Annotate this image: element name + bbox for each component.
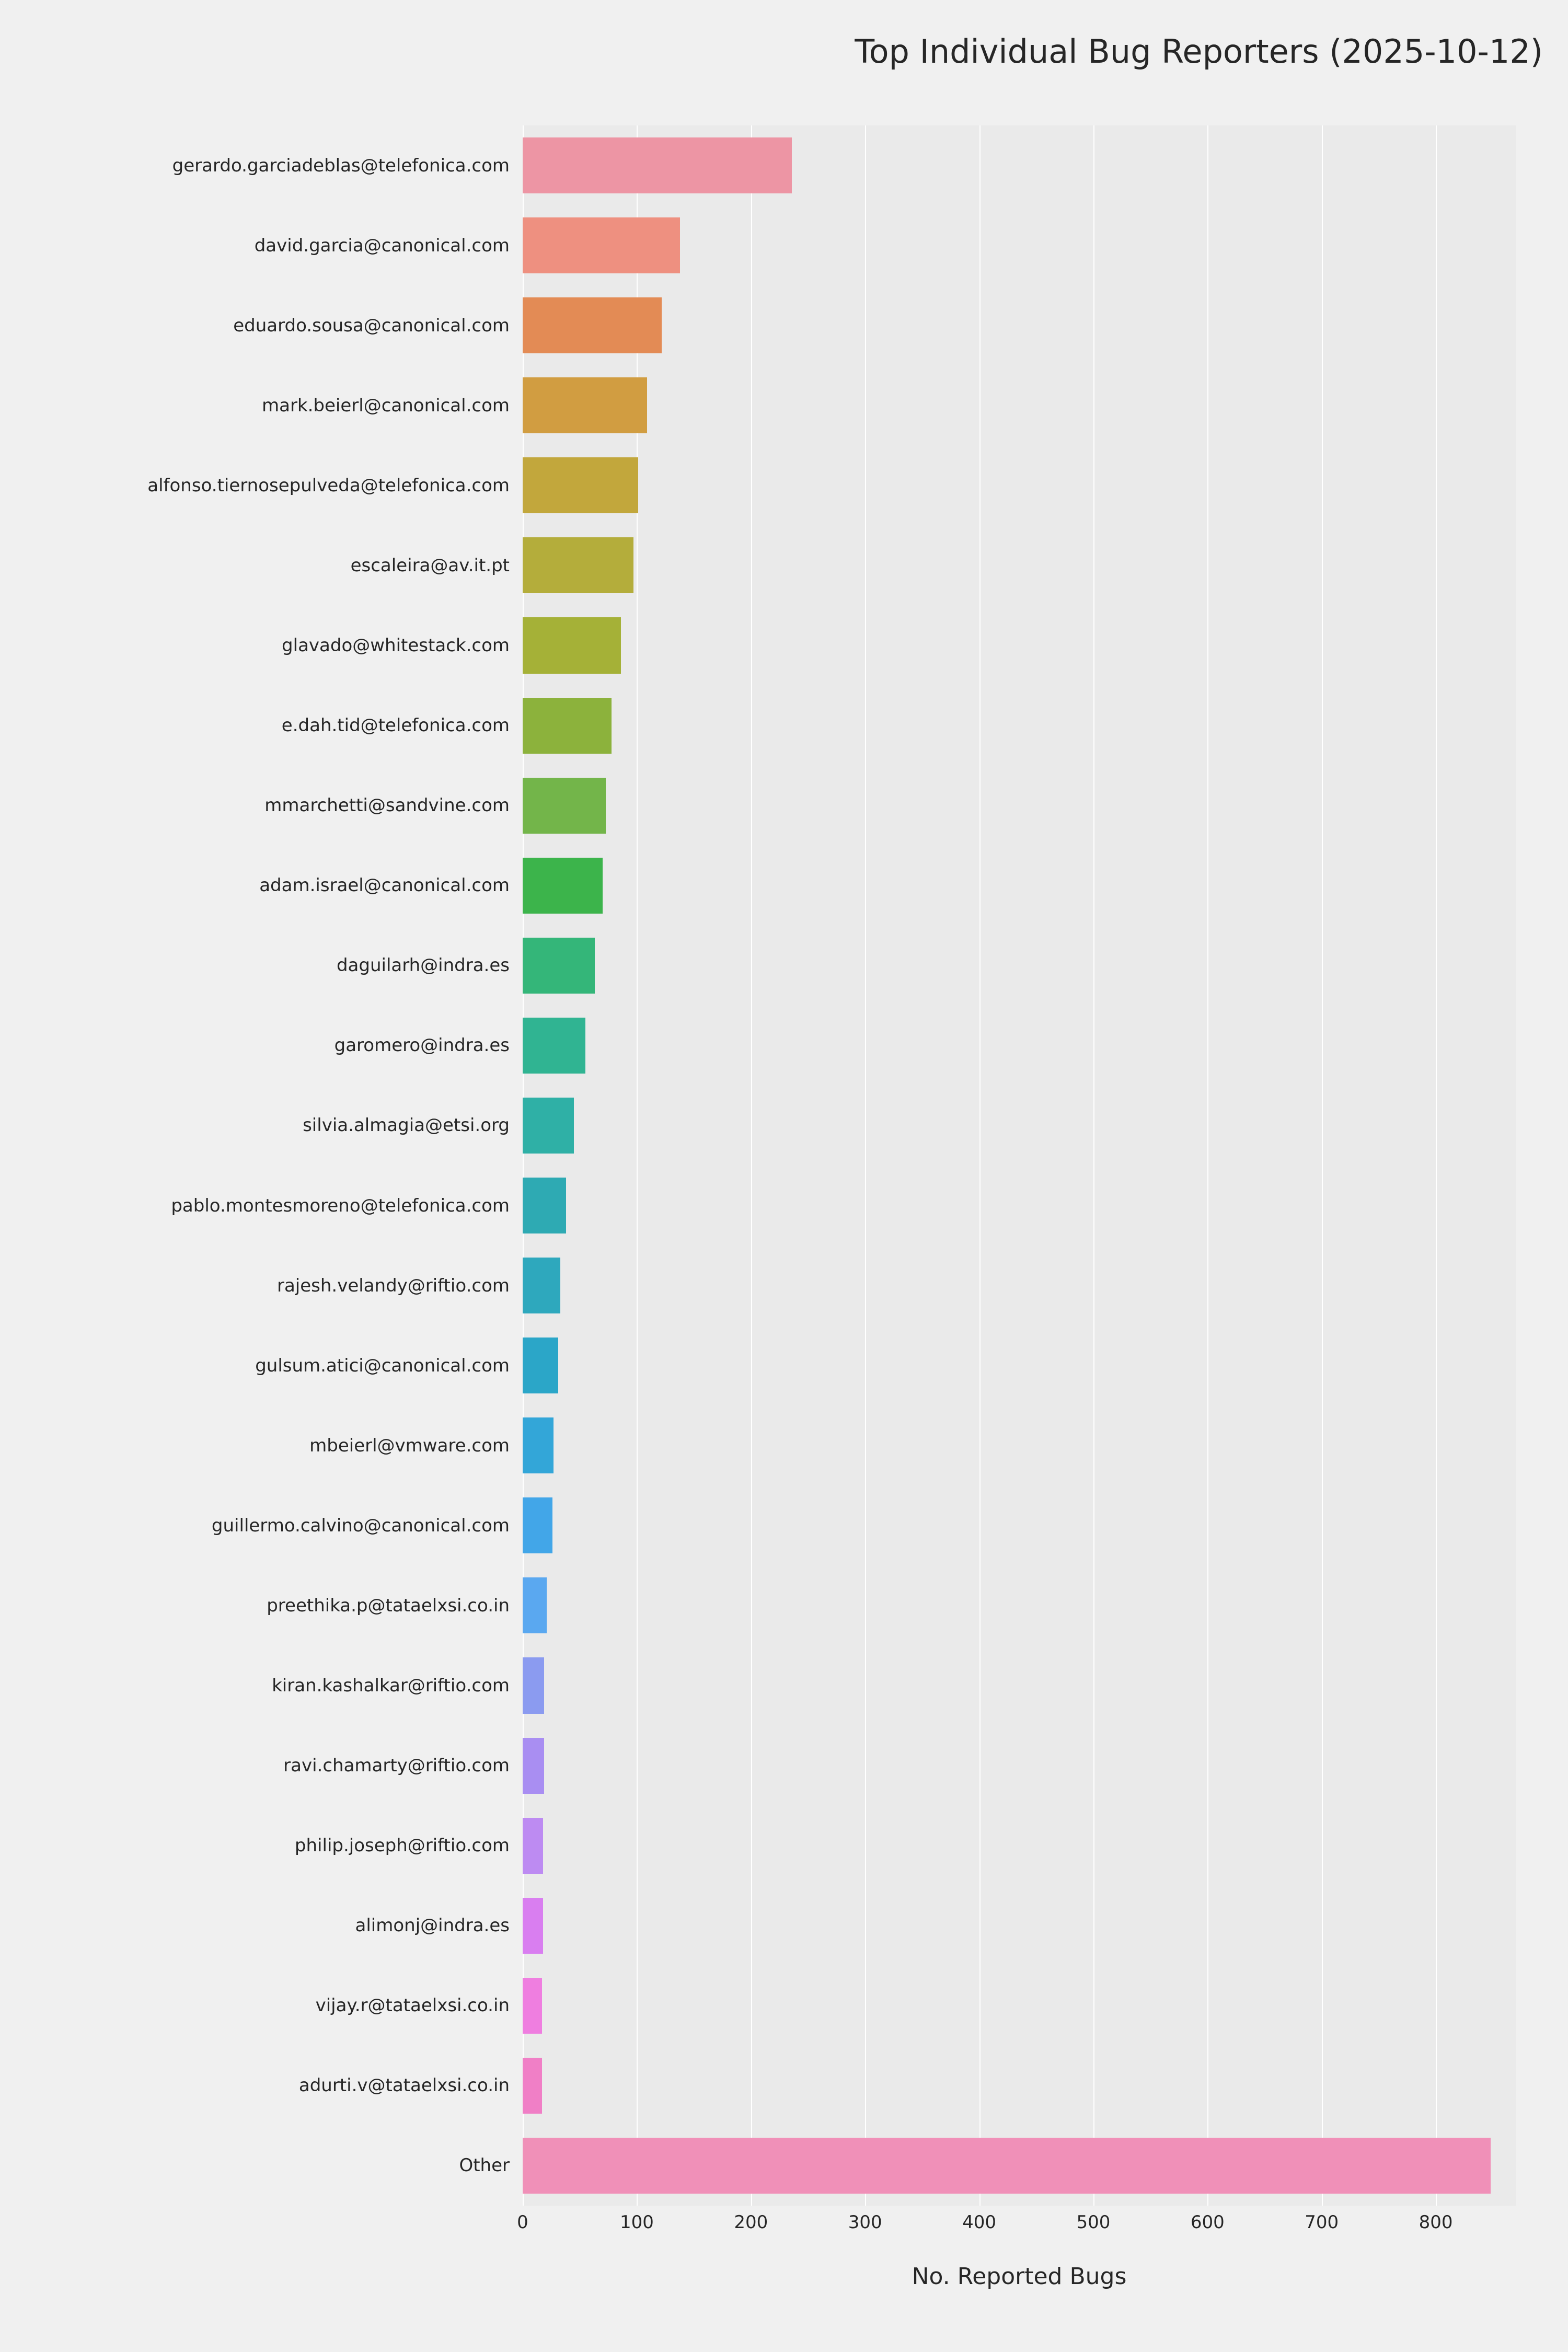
y-axis-tick-label: guillermo.calvino@canonical.com: [211, 1515, 510, 1536]
y-axis-tick-label: e.dah.tid@telefonica.com: [281, 715, 510, 736]
y-axis-tick-label: david.garcia@canonical.com: [254, 235, 510, 256]
x-axis-title: No. Reported Bugs: [912, 2263, 1127, 2290]
bar-row: [523, 297, 1516, 353]
y-axis-tick-label: silvia.almagia@etsi.org: [303, 1115, 510, 1136]
bar: [523, 1738, 544, 1794]
y-axis-tick-label: pablo.montesmoreno@telefonica.com: [171, 1195, 510, 1216]
plot-area: [523, 125, 1516, 2206]
x-axis-tick-label: 100: [619, 2212, 654, 2233]
x-axis-tick-label: 500: [1076, 2212, 1111, 2233]
y-axis-tick-label: adurti.v@tataelxsi.co.in: [298, 2075, 510, 2096]
y-axis-tick-label: rajesh.velandy@riftio.com: [276, 1275, 510, 1296]
bar: [523, 537, 633, 593]
bar-row: [523, 617, 1516, 673]
y-axis-tick-label: vijay.r@tataelxsi.co.in: [315, 1995, 510, 2016]
bar: [523, 1098, 574, 1154]
bar-row: [523, 1098, 1516, 1154]
bar-row: [523, 1577, 1516, 1633]
chart-title: Top Individual Bug Reporters (2025-10-12): [855, 32, 1543, 71]
bar: [523, 1018, 585, 1074]
bar-row: [523, 537, 1516, 593]
y-axis-tick-label: ravi.chamarty@riftio.com: [283, 1755, 510, 1777]
bar: [523, 858, 603, 914]
bar: [523, 1258, 560, 1313]
bar-row: [523, 778, 1516, 834]
x-axis-tick-label: 700: [1305, 2212, 1339, 2233]
bar: [523, 377, 647, 433]
y-axis-tick-label: escaleira@av.it.pt: [350, 555, 510, 576]
x-axis-tick-label: 800: [1419, 2212, 1453, 2233]
y-axis-tick-label: mmarchetti@sandvine.com: [264, 795, 510, 816]
y-axis-tick-label: gerardo.garciadeblas@telefonica.com: [172, 155, 510, 176]
bar: [523, 137, 792, 193]
bar: [523, 617, 621, 673]
y-axis-tick-label: adam.israel@canonical.com: [259, 875, 510, 896]
bar: [523, 1898, 543, 1954]
bar: [523, 1417, 554, 1473]
bar: [523, 457, 638, 513]
bar: [523, 1978, 542, 2034]
bar-row: [523, 1338, 1516, 1393]
y-axis-tick-label: alfonso.tiernosepulveda@telefonica.com: [147, 475, 510, 496]
bar-row: [523, 2138, 1516, 2194]
y-axis-tick-label: mbeierl@vmware.com: [309, 1435, 510, 1456]
x-axis-tick-label: 300: [848, 2212, 882, 2233]
bar: [523, 1178, 566, 1233]
bar-row: [523, 2058, 1516, 2114]
y-axis-tick-label: daguilarh@indra.es: [336, 955, 510, 976]
bar-row: [523, 1657, 1516, 1713]
y-axis-tick-label: kiran.kashalkar@riftio.com: [272, 1675, 510, 1696]
y-axis-tick-label: alimonj@indra.es: [355, 1915, 510, 1936]
y-axis-tick-label: preethika.p@tataelxsi.co.in: [267, 1595, 510, 1616]
bar-series: [523, 125, 1516, 2206]
y-axis-labels: [0, 125, 510, 2206]
bar-row: [523, 1818, 1516, 1874]
bar: [523, 698, 612, 754]
y-axis-tick-label: gulsum.atici@canonical.com: [255, 1355, 510, 1376]
bar: [523, 1818, 543, 1874]
bar: [523, 2058, 542, 2114]
bar: [523, 297, 662, 353]
bar-row: [523, 1018, 1516, 1074]
y-axis-tick-label: eduardo.sousa@canonical.com: [233, 315, 510, 336]
x-axis-tick-label: 400: [962, 2212, 997, 2233]
y-axis-tick-label: philip.joseph@riftio.com: [294, 1835, 510, 1857]
bar: [523, 2138, 1491, 2194]
y-axis-tick-label: mark.beierl@canonical.com: [262, 395, 510, 416]
bar-row: [523, 858, 1516, 914]
y-axis-tick-label: garomero@indra.es: [334, 1035, 510, 1056]
bar-row: [523, 1497, 1516, 1553]
bar: [523, 217, 680, 273]
bar-row: [523, 1417, 1516, 1473]
bar-row: [523, 217, 1516, 273]
bar-row: [523, 698, 1516, 754]
bar-row: [523, 1258, 1516, 1313]
x-axis-tick-label: 200: [734, 2212, 768, 2233]
bar-row: [523, 1978, 1516, 2034]
bar-row: [523, 1898, 1516, 1954]
x-axis-tick-label: 600: [1190, 2212, 1225, 2233]
bar: [523, 1577, 547, 1633]
bar-row: [523, 938, 1516, 994]
bar: [523, 1497, 552, 1553]
y-axis-tick-label: Other: [459, 2155, 510, 2176]
bar: [523, 938, 595, 994]
bar-row: [523, 1738, 1516, 1794]
bar-row: [523, 1178, 1516, 1233]
bar: [523, 778, 606, 834]
bar-row: [523, 137, 1516, 193]
bar-row: [523, 457, 1516, 513]
x-axis-tick-label: 0: [517, 2212, 528, 2233]
bar: [523, 1338, 558, 1393]
bar-row: [523, 377, 1516, 433]
bar: [523, 1657, 544, 1713]
x-axis-tick-labels: [517, 2212, 1516, 2238]
y-axis-tick-label: glavado@whitestack.com: [282, 635, 510, 656]
